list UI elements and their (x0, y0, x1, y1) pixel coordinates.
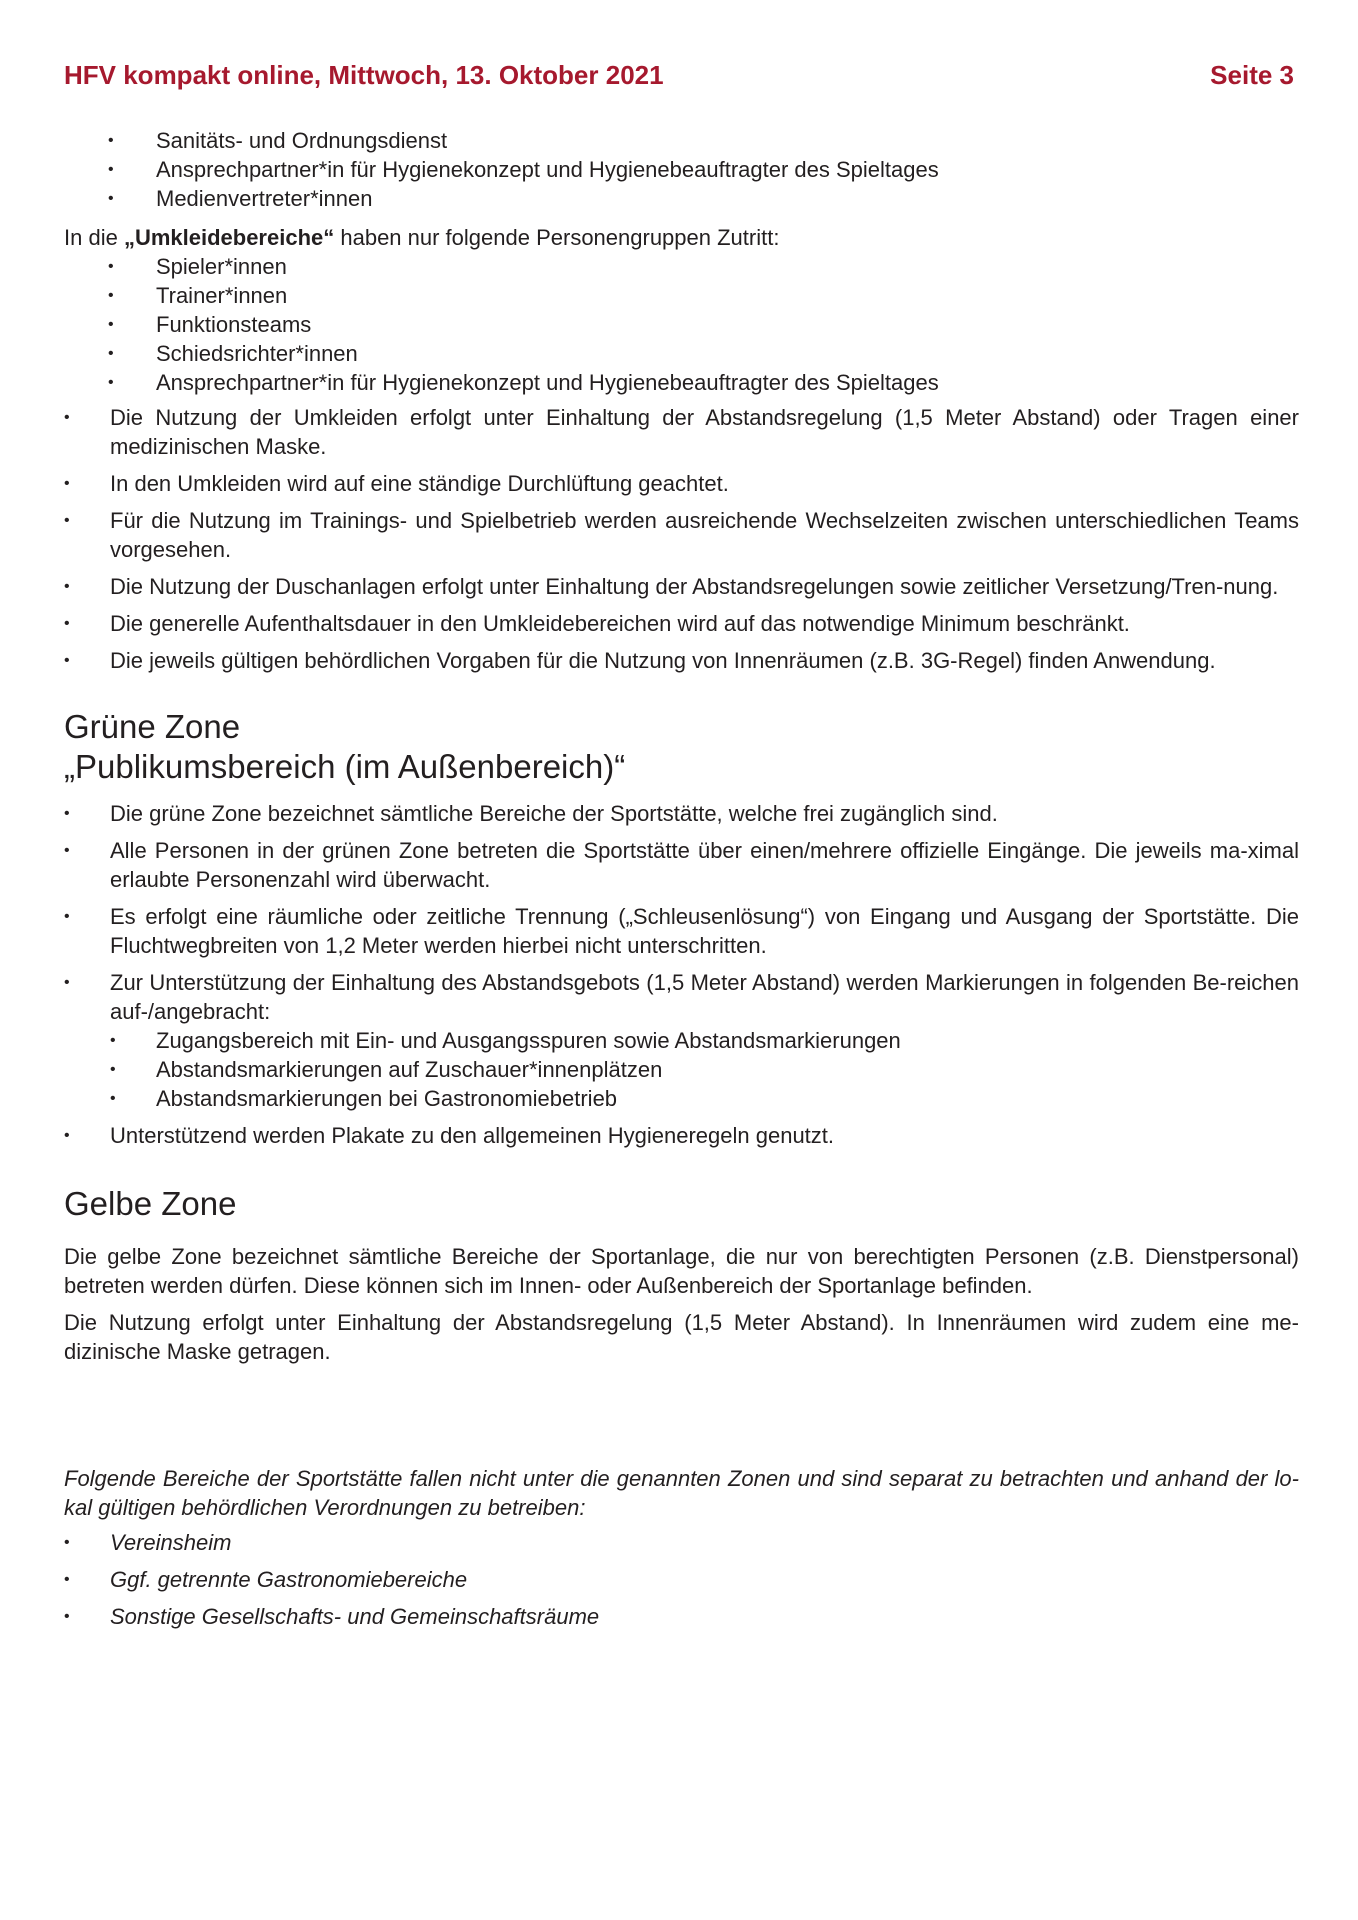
list-item: • Abstandsmarkierungen bei Gastronomiebetrieb (110, 1084, 1299, 1113)
list-item: • Zur Unterstützung der Einhaltung des Abstandsgebots (1,5 Meter Abstand) werden Markierungen in folgenden Be-reichen auf-/angebracht: • Zugangsbereich mit Ein- und Ausgangsspuren sowie Abstandsmarkierungen • Abstandsmarkierungen auf Zuschauer*innenplätzen • Abstandsmarkierungen bei Gastronomiebetrieb (64, 968, 1299, 1113)
markings-list (110, 1026, 1299, 1113)
list-item: • Sonstige Gesellschafts- und Gemeinschaftsräume (64, 1602, 1299, 1631)
list-item: • Unterstützend werden Plakate zu den allgemeinen Hygieneregeln genutzt. (64, 1121, 1299, 1150)
list-item: • Die Nutzung der Duschanlagen erfolgt unter Einhaltung der Abstandsregelungen sowie zeitlicher Versetzung/Tren-nung. (64, 572, 1299, 601)
yellow-zone-paragraph: Die gelbe Zone bezeichnet sämtliche Bereiche der Sportanlage, die nur von berechtigten Personen (z.B. Dienstpersonal) betreten werden dürfen. Diese können sich im Innen- oder Außenbereich der Sportanlage befinden. (64, 1244, 1299, 1298)
green-zone-list (64, 799, 1299, 1150)
list-item: • Es erfolgt eine räumliche oder zeitliche Trennung („Schleusenlösung“) von Eingang und Ausgang der Sportstätte. Die Fluchtwegbreiten von 1,2 Meter werden hierbei nicht unterschritten. (64, 902, 1299, 960)
list-item: • Alle Personen in der grünen Zone betreten die Sportstätte über einen/mehrere offizielle Eingänge. Die jeweils ma-ximal erlaubte Personenzahl wird überwacht. (64, 836, 1299, 894)
umkleide-intro: In die „Umkleidebereiche“ haben nur folgende Personengruppen Zutritt: (64, 225, 780, 250)
umkleide-rules (64, 403, 1299, 675)
list-item: • Die Nutzung der Umkleiden erfolgt unter Einhaltung der Abstandsregelung (1,5 Meter Abstand) oder Tragen einer medizinischen Maske. (64, 403, 1299, 461)
page-content (64, 126, 1299, 1639)
list-item: • Ansprechpartner*in für Hygienekonzept und Hygienebeauftragter des Spieltages (64, 155, 1299, 184)
yellow-zone-heading: Gelbe Zone (64, 1185, 237, 1222)
list-item: • Abstandsmarkierungen auf Zuschauer*innenplätzen (110, 1055, 1299, 1084)
yellow-zone-paragraph: Die Nutzung erfolgt unter Einhaltung der Abstandsregelung (1,5 Meter Abstand). In Innenräumen wird zudem eine me-dizinische Maske getragen. (64, 1310, 1299, 1364)
note-text: Folgende Bereiche der Sportstätte fallen nicht unter die genannten Zonen und sind separat zu betrachten und anhand der lo-kal gültigen behördlichen Verordnungen zu betreiben: (64, 1466, 1299, 1520)
list-item: • In den Umkleiden wird auf eine ständige Durchlüftung geachtet. (64, 469, 1299, 498)
list-item: • Für die Nutzung im Trainings- und Spielbetrieb werden ausreichende Wechselzeiten zwischen unterschiedlichen Teams vorgesehen. (64, 506, 1299, 564)
top-list (64, 126, 1299, 213)
page-number: Seite 3 (1210, 60, 1294, 90)
newsletter-title: HFV kompakt online, Mittwoch, 13. Oktober 2021 (64, 60, 664, 90)
list-item: • Die jeweils gültigen behördlichen Vorgaben für die Nutzung von Innenräumen (z.B. 3G-Regel) finden Anwendung. (64, 646, 1299, 675)
green-zone-heading: Grüne Zone „Publikumsbereich (im Außenbereich)“ (64, 708, 626, 785)
list-item: • Funktionsteams (64, 310, 1299, 339)
umkleide-groups (64, 252, 1299, 397)
list-item: • Die generelle Aufenthaltsdauer in den Umkleidebereichen wird auf das notwendige Minimum beschränkt. (64, 609, 1299, 638)
list-item: • Spieler*innen (64, 252, 1299, 281)
list-item: • Trainer*innen (64, 281, 1299, 310)
list-item: • Schiedsrichter*innen (64, 339, 1299, 368)
list-item: • Die grüne Zone bezeichnet sämtliche Bereiche der Sportstätte, welche frei zugänglich sind. (64, 799, 1299, 828)
list-item: • Ansprechpartner*in für Hygienekonzept und Hygienebeauftragter des Spieltages (64, 368, 1299, 397)
list-item: • Medienvertreter*innen (64, 184, 1299, 213)
note-list (64, 1528, 1299, 1631)
list-item: • Vereinsheim (64, 1528, 1299, 1557)
list-item: • Ggf. getrennte Gastronomiebereiche (64, 1565, 1299, 1594)
list-item: • Sanitäts- und Ordnungsdienst (64, 126, 1299, 155)
umkleide-term: „Umkleidebereiche“ (123, 225, 335, 250)
list-item: • Zugangsbereich mit Ein- und Ausgangsspuren sowie Abstandsmarkierungen (110, 1026, 1299, 1055)
page-header (64, 60, 1294, 91)
